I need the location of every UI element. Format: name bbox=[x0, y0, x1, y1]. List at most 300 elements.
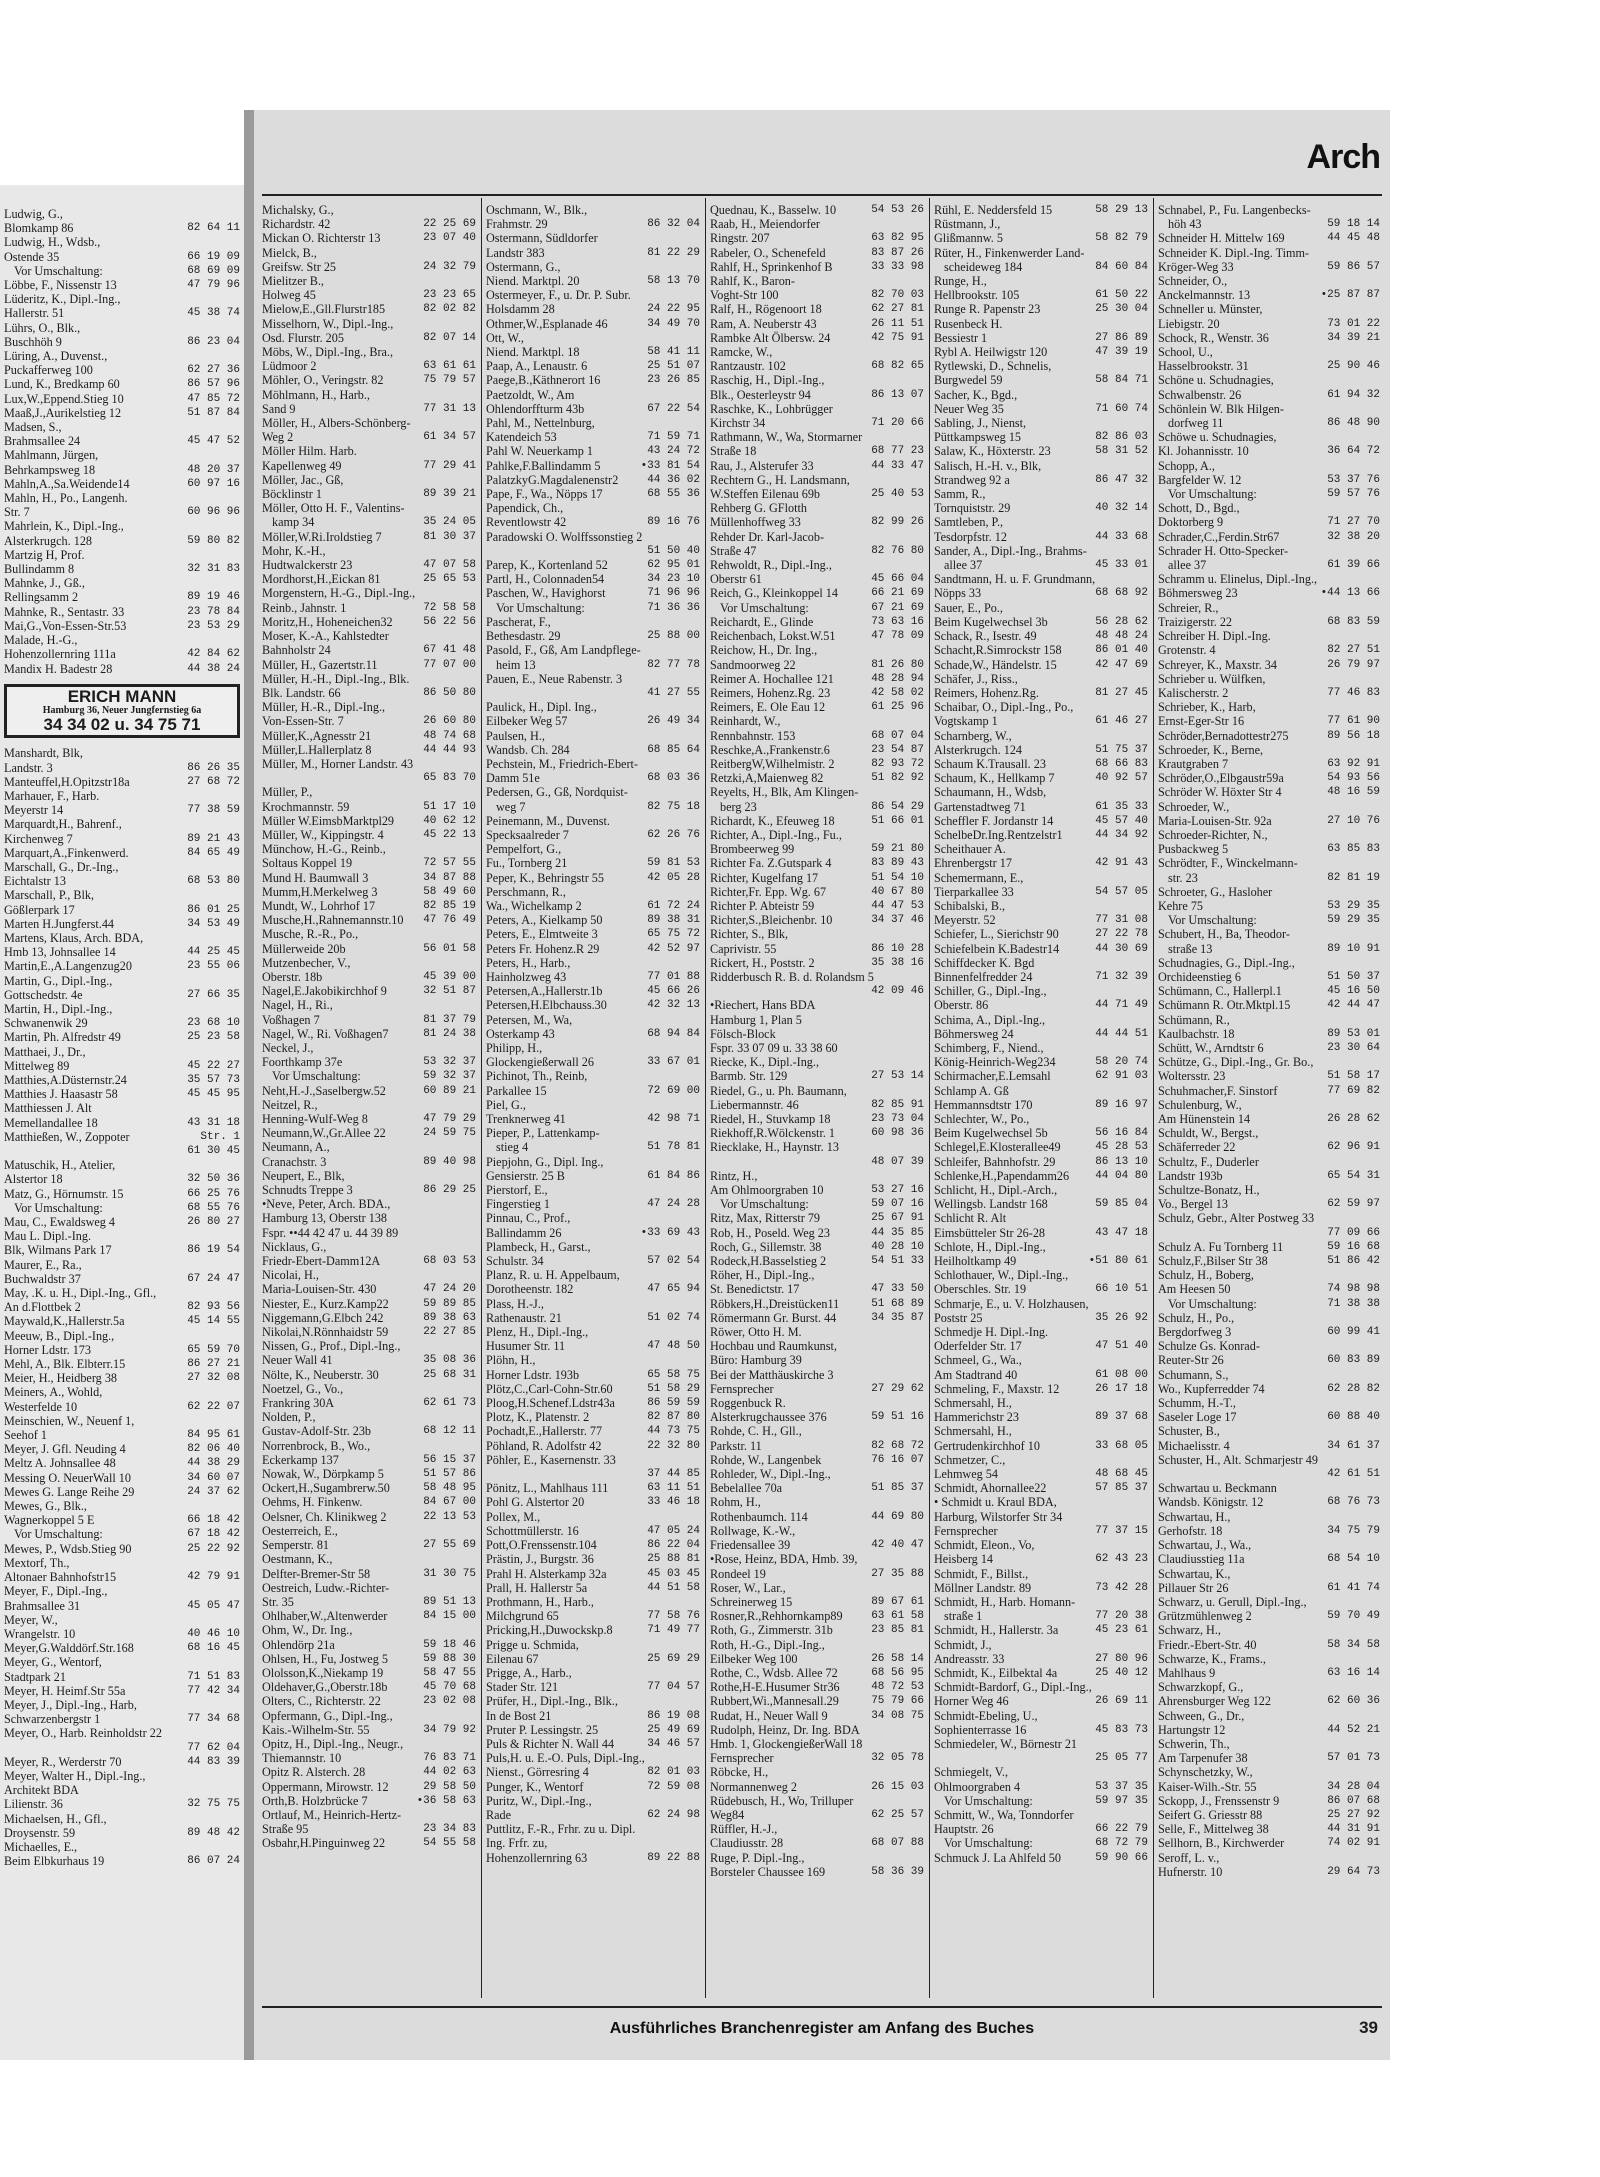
entry-text: Schmiegelt, V., bbox=[934, 1765, 1009, 1780]
directory-entry bbox=[934, 998, 1148, 1012]
entry-text: Buchwaldstr 37 bbox=[4, 1271, 81, 1286]
entry-phone: 82 68 72 bbox=[871, 1439, 924, 1452]
entry-phone: 26 60 80 bbox=[423, 715, 476, 728]
directory-entry bbox=[262, 1609, 476, 1623]
entry-text: Hmb. 1, GlockengießerWall 18 bbox=[710, 1736, 863, 1751]
entry-text: Schottmüllerstr. 16 bbox=[486, 1523, 579, 1538]
entry-phone: 66 19 09 bbox=[187, 250, 240, 263]
entry-phone: 82 76 80 bbox=[871, 544, 924, 557]
entry-text: Meyer, J. Gfl. Neuding 4 bbox=[4, 1442, 126, 1457]
directory-entry bbox=[262, 1638, 476, 1652]
entry-text: Friedr.-Ebert-Str. 40 bbox=[1158, 1637, 1257, 1652]
entry-text: Ott, W., bbox=[486, 330, 524, 345]
entry-text: Gustav-Adolf-Str. 23b bbox=[262, 1424, 372, 1439]
entry-text: Hmb 13, Johnsallee 14 bbox=[4, 945, 116, 960]
entry-text: Normannenweg 2 bbox=[710, 1779, 797, 1794]
directory-entry bbox=[262, 1652, 476, 1666]
entry-phone: 47 07 58 bbox=[423, 559, 476, 572]
entry-text: Heisberg 14 bbox=[934, 1552, 994, 1567]
directory-entry bbox=[710, 1609, 924, 1623]
entry-phone: 61 08 00 bbox=[1095, 1368, 1148, 1381]
directory-entry bbox=[262, 1680, 476, 1694]
directory-entry bbox=[262, 1439, 476, 1453]
entry-phone: 44 44 93 bbox=[423, 743, 476, 756]
directory-entry bbox=[4, 1343, 240, 1357]
directory-entry bbox=[262, 1666, 476, 1680]
entry-phone bbox=[472, 1552, 476, 1566]
entry-phone: 25 67 91 bbox=[871, 1212, 924, 1225]
directory-entry bbox=[934, 530, 1148, 544]
entry-phone bbox=[696, 1325, 700, 1339]
entry-phone bbox=[236, 1499, 240, 1513]
entry-phone: 44 83 39 bbox=[187, 1755, 240, 1768]
entry-phone bbox=[696, 1794, 700, 1808]
directory-entry bbox=[4, 988, 240, 1002]
entry-phone bbox=[696, 1694, 700, 1708]
entry-phone: 26 15 03 bbox=[871, 1780, 924, 1793]
directory-entry bbox=[486, 800, 700, 814]
entry-phone bbox=[472, 1211, 476, 1225]
entry-text: Brombeerweg 99 bbox=[710, 842, 795, 857]
entry-text: Schade,W., Händelstr. 15 bbox=[934, 657, 1057, 672]
directory-entry bbox=[486, 927, 700, 941]
entry-text: Schleifer, Bahnhofstr. 29 bbox=[934, 1154, 1056, 1169]
entry-text: Schreyer, K., Maxstr. 34 bbox=[1158, 657, 1277, 672]
entry-phone: 35 08 36 bbox=[423, 1354, 476, 1367]
entry-text: Sand 9 bbox=[262, 401, 296, 416]
entry-text: Rathmann, W., Wa, Stormarner bbox=[710, 430, 863, 445]
entry-phone: 24 37 62 bbox=[187, 1485, 240, 1498]
entry-phone: 43 31 18 bbox=[187, 1116, 240, 1129]
entry-phone: 66 18 42 bbox=[187, 1514, 240, 1527]
directory-entry bbox=[710, 828, 924, 842]
entry-text: Pillauer Str 26 bbox=[1158, 1580, 1229, 1595]
directory-entry bbox=[1158, 1808, 1380, 1822]
entry-text: Niend. Marktpl. 18 bbox=[486, 345, 580, 360]
entry-text: Grützmühlenweg 2 bbox=[1158, 1609, 1252, 1624]
entry-text: Plotz, K., Platenstr. 2 bbox=[486, 1410, 590, 1425]
entry-text: Dorotheenstr. 182 bbox=[486, 1282, 574, 1297]
entry-text: Pechstein, M., Friedrich-Ebert- bbox=[486, 756, 638, 771]
entry-text: Wandsb. Ch. 284 bbox=[486, 742, 570, 757]
directory-entry bbox=[1158, 217, 1380, 231]
directory-entry bbox=[710, 586, 924, 600]
entry-phone: 63 61 61 bbox=[423, 360, 476, 373]
directory-entry bbox=[1158, 203, 1380, 217]
directory-entry bbox=[262, 416, 476, 430]
entry-text: Rüter, H., Finkenwerder Land- bbox=[934, 245, 1085, 260]
entry-text: Stader Str. 121 bbox=[486, 1680, 559, 1695]
entry-phone: 58 29 13 bbox=[1095, 204, 1148, 216]
entry-phone bbox=[920, 1140, 924, 1154]
directory-entry bbox=[710, 1694, 924, 1708]
entry-text: Hallerstr. 51 bbox=[4, 306, 65, 321]
directory-entry bbox=[486, 871, 700, 885]
directory-entry bbox=[486, 1169, 700, 1183]
entry-phone bbox=[1144, 1325, 1148, 1339]
directory-entry bbox=[486, 757, 700, 771]
entry-phone: 76 83 71 bbox=[423, 1752, 476, 1765]
directory-entry bbox=[1158, 1112, 1380, 1126]
directory-entry bbox=[486, 1524, 700, 1538]
entry-text: Pichinot, Th., Reinb, bbox=[486, 1069, 588, 1084]
directory-entry bbox=[486, 544, 700, 558]
entry-text: •Neve, Peter, Arch. BDA., bbox=[262, 1197, 391, 1212]
entry-phone: 86 19 54 bbox=[187, 1244, 240, 1257]
entry-phone: 89 67 61 bbox=[871, 1595, 924, 1608]
entry-text: Richter P. Abteistr 59 bbox=[710, 898, 815, 913]
entry-text: Schubert, H., Ba, Theodor- bbox=[1158, 927, 1290, 942]
entry-text: Binnenfelfredder 24 bbox=[934, 969, 1033, 984]
directory-entry bbox=[486, 658, 700, 672]
entry-phone bbox=[920, 345, 924, 359]
entry-phone bbox=[1144, 1240, 1148, 1254]
entry-phone: 77 29 41 bbox=[423, 459, 476, 472]
entry-phone: 82 06 40 bbox=[187, 1443, 240, 1456]
entry-text: Altonaer Bahnhofstr15 bbox=[4, 1570, 117, 1585]
entry-text: Möhlmann, H., Harb., bbox=[262, 387, 370, 402]
entry-phone: 35 57 73 bbox=[187, 1073, 240, 1086]
entry-text: Meyer,G.Walddörf.Str.168 bbox=[4, 1641, 134, 1656]
directory-entry bbox=[262, 686, 476, 700]
directory-entry bbox=[1158, 1538, 1380, 1552]
entry-phone bbox=[236, 292, 240, 306]
entry-phone: 82 77 78 bbox=[647, 658, 700, 671]
entry-phone: 58 84 71 bbox=[1095, 374, 1148, 387]
entry-phone bbox=[1144, 1680, 1148, 1694]
entry-text: Schütze, G., Dipl.-Ing., Gr. Bo., bbox=[1158, 1055, 1314, 1070]
directory-entry bbox=[710, 501, 924, 515]
entry-text: Müller, P., bbox=[262, 785, 313, 800]
directory-entry bbox=[934, 1538, 1148, 1552]
entry-text: Richter, S., Blk, bbox=[710, 927, 789, 942]
entry-phone bbox=[696, 331, 700, 345]
directory-entry bbox=[934, 558, 1148, 572]
entry-phone bbox=[236, 1385, 240, 1399]
entry-phone: 42 84 62 bbox=[187, 648, 240, 661]
directory-entry bbox=[1158, 1467, 1380, 1481]
entry-phone: 22 13 53 bbox=[423, 1510, 476, 1523]
entry-phone bbox=[696, 1751, 700, 1765]
entry-phone bbox=[696, 1211, 700, 1225]
directory-entry bbox=[934, 1211, 1148, 1225]
entry-phone: 48 20 37 bbox=[187, 463, 240, 476]
entry-text: Mewes, G., Blk., bbox=[4, 1499, 87, 1514]
entry-phone: 48 07 39 bbox=[871, 1155, 924, 1168]
entry-phone: 42 79 91 bbox=[187, 1571, 240, 1584]
entry-text: Bei der Matthäuskirche 3 bbox=[710, 1367, 834, 1382]
entry-text: Rechtern G., H. Landsmann, bbox=[710, 472, 850, 487]
directory-entry bbox=[934, 345, 1148, 359]
entry-text: Schöne u. Schudnagies, bbox=[1158, 373, 1274, 388]
entry-text: Schroeder, W., bbox=[1158, 799, 1230, 814]
entry-text: Cranachstr. 3 bbox=[262, 1154, 327, 1169]
entry-phone bbox=[1144, 1737, 1148, 1751]
entry-text: Vor Umschaltung: bbox=[1168, 1296, 1257, 1311]
entry-text: Traizigerstr. 22 bbox=[1158, 614, 1233, 629]
entry-text: Schneider, O., bbox=[1158, 274, 1228, 289]
entry-text: Schwalbenstr. 26 bbox=[1158, 387, 1242, 402]
directory-entry bbox=[1158, 572, 1380, 586]
directory-entry bbox=[262, 871, 476, 885]
directory-entry bbox=[262, 1495, 476, 1509]
directory-entry bbox=[486, 998, 700, 1012]
entry-phone bbox=[920, 1552, 924, 1566]
entry-phone bbox=[236, 1101, 240, 1115]
entry-phone: 82 93 72 bbox=[871, 757, 924, 770]
entry-phone: 27 68 72 bbox=[187, 775, 240, 788]
entry-phone bbox=[1376, 885, 1380, 899]
directory-entry bbox=[4, 832, 240, 846]
directory-entry bbox=[486, 672, 700, 686]
entry-text: Punger, K., Wentorf bbox=[486, 1779, 584, 1794]
entry-text: Riecklake, H., Haynstr. 13 bbox=[710, 1140, 839, 1155]
entry-phone: 86 48 90 bbox=[1327, 417, 1380, 430]
directory-entry bbox=[1158, 373, 1380, 387]
entry-text: Alstertor 18 bbox=[4, 1172, 63, 1187]
directory-entry bbox=[4, 803, 240, 817]
column-divider bbox=[929, 198, 930, 1998]
directory-entry bbox=[486, 771, 700, 785]
entry-text: Schima, A., Dipl.-Ing., bbox=[934, 1012, 1046, 1027]
entry-phone: 81 27 45 bbox=[1095, 686, 1148, 699]
entry-text: Mahln,A.,Sa.Weidende14 bbox=[4, 476, 130, 491]
directory-entry bbox=[262, 629, 476, 643]
entry-text: Martens, Klaus, Arch. BDA, bbox=[4, 930, 144, 945]
entry-phone: 42 61 51 bbox=[1327, 1468, 1380, 1481]
entry-phone: 63 85 83 bbox=[1327, 843, 1380, 856]
directory-entry bbox=[1158, 757, 1380, 771]
entry-phone: 42 09 46 bbox=[871, 985, 924, 998]
entry-text: Reschke,A.,Frankenstr.6 bbox=[710, 742, 830, 757]
entry-phone: 65 54 31 bbox=[1327, 1169, 1380, 1182]
entry-phone: 59 51 16 bbox=[871, 1411, 924, 1424]
entry-text: Paege,B.,Käthnerort 16 bbox=[486, 373, 601, 388]
directory-entry bbox=[1158, 544, 1380, 558]
directory-entry bbox=[934, 317, 1148, 331]
entry-phone: 51 66 01 bbox=[871, 814, 924, 827]
entry-phone: 66 25 76 bbox=[187, 1187, 240, 1200]
entry-phone: 42 47 69 bbox=[1095, 658, 1148, 671]
entry-text: Parkstr. 11 bbox=[710, 1438, 762, 1453]
directory-entry bbox=[4, 1272, 240, 1286]
directory-entry bbox=[486, 1765, 700, 1779]
entry-text: Glißmannw. 5 bbox=[934, 231, 1003, 246]
entry-phone bbox=[920, 1765, 924, 1779]
entry-phone: 44 71 49 bbox=[1095, 999, 1148, 1012]
entry-text: Nölte, K., Neuberstr. 30 bbox=[262, 1367, 379, 1382]
entry-phone bbox=[920, 1851, 924, 1865]
directory-entry bbox=[4, 1329, 240, 1343]
directory-entry bbox=[934, 1836, 1148, 1850]
entry-phone: 82 93 56 bbox=[187, 1301, 240, 1314]
entry-phone: 25 65 53 bbox=[423, 573, 476, 586]
entry-text: Schock, R., Wenstr. 36 bbox=[1158, 330, 1269, 345]
entry-text: Bargfelder W. 12 bbox=[1158, 472, 1242, 487]
directory-entry bbox=[710, 1794, 924, 1808]
entry-phone: 25 49 69 bbox=[647, 1723, 700, 1736]
entry-text: Schöwe u. Schudnagies, bbox=[1158, 430, 1277, 445]
entry-text: Rudat, H., Neuer Wall 9 bbox=[710, 1708, 828, 1723]
entry-text: Selle, F., Mittelweg 38 bbox=[1158, 1822, 1269, 1837]
directory-entry bbox=[486, 1680, 700, 1694]
directory-entry bbox=[1158, 359, 1380, 373]
directory-entry bbox=[262, 1794, 476, 1808]
entry-phone: 53 32 37 bbox=[423, 1056, 476, 1069]
entry-phone: 48 72 53 bbox=[871, 1681, 924, 1694]
directory-entry bbox=[1158, 984, 1380, 998]
entry-text: Ohlendörp 21a bbox=[262, 1637, 335, 1652]
entry-text: Ritz, Max, Ritterstr 79 bbox=[710, 1211, 821, 1226]
entry-phone bbox=[696, 956, 700, 970]
entry-text: Schwarz, u. Gerull, Dipl.-Ing., bbox=[1158, 1594, 1307, 1609]
entry-phone bbox=[472, 700, 476, 714]
directory-entry bbox=[710, 1765, 924, 1779]
entry-text: Weg84 bbox=[710, 1807, 745, 1822]
entry-phone bbox=[920, 714, 924, 728]
directory-entry bbox=[1158, 444, 1380, 458]
entry-phone bbox=[1376, 1453, 1380, 1467]
entry-phone bbox=[1376, 1595, 1380, 1609]
directory-entry bbox=[262, 586, 476, 600]
entry-phone: 23 73 04 bbox=[871, 1113, 924, 1125]
directory-entry bbox=[1158, 686, 1380, 700]
entry-phone: 77 04 57 bbox=[647, 1681, 700, 1694]
entry-phone: 77 07 00 bbox=[423, 658, 476, 671]
directory-entry bbox=[1158, 1098, 1380, 1112]
entry-phone: 47 24 28 bbox=[647, 1198, 700, 1211]
entry-text: Roser, W., Lar., bbox=[710, 1580, 786, 1595]
entry-phone: 89 10 91 bbox=[1327, 942, 1380, 955]
entry-phone: 45 28 53 bbox=[1095, 1141, 1148, 1154]
entry-text: Michaelles, E., bbox=[4, 1839, 78, 1854]
entry-text: Oberstr 61 bbox=[710, 572, 762, 587]
directory-entry bbox=[710, 1240, 924, 1254]
entry-phone: 61 72 24 bbox=[647, 899, 700, 912]
entry-phone bbox=[1144, 899, 1148, 913]
directory-entry bbox=[486, 714, 700, 728]
entry-phone: 29 58 50 bbox=[423, 1780, 476, 1793]
entry-phone bbox=[1376, 1339, 1380, 1353]
directory-entry bbox=[1158, 998, 1380, 1012]
entry-phone: 71 27 70 bbox=[1327, 516, 1380, 529]
directory-entry bbox=[710, 288, 924, 302]
directory-entry bbox=[1158, 1282, 1380, 1296]
directory-entry bbox=[486, 416, 700, 430]
entry-phone: 82 85 91 bbox=[871, 1098, 924, 1111]
entry-phone: 77 42 34 bbox=[187, 1684, 240, 1697]
entry-phone: 40 28 10 bbox=[871, 1240, 924, 1253]
directory-entry bbox=[4, 931, 240, 945]
entry-phone bbox=[696, 1453, 700, 1467]
directory-entry bbox=[486, 856, 700, 870]
entry-phone bbox=[236, 576, 240, 590]
directory-entry bbox=[934, 1666, 1148, 1680]
directory-entry bbox=[262, 1183, 476, 1197]
entry-phone bbox=[696, 1041, 700, 1055]
entry-phone bbox=[696, 203, 700, 217]
entry-phone: 45 05 47 bbox=[187, 1599, 240, 1612]
entry-text: Richter, A., Dipl.-Ing., Fu., bbox=[710, 827, 842, 842]
entry-phone: 45 03 45 bbox=[647, 1567, 700, 1580]
entry-text: An d.Flottbek 2 bbox=[4, 1300, 81, 1315]
entry-phone bbox=[696, 700, 700, 714]
directory-entry bbox=[1158, 1524, 1380, 1538]
directory-entry bbox=[1158, 487, 1380, 501]
entry-text: Hainholzweg 43 bbox=[486, 969, 567, 984]
entry-phone bbox=[696, 1595, 700, 1609]
directory-entry bbox=[1158, 658, 1380, 672]
directory-entry bbox=[4, 519, 240, 533]
directory-entry bbox=[486, 501, 700, 515]
entry-phone bbox=[472, 1382, 476, 1396]
entry-phone: 89 39 21 bbox=[423, 488, 476, 501]
footer-note: Ausführliches Branchenregister am Anfang des Buches bbox=[609, 2020, 1035, 2037]
directory-entry bbox=[486, 1638, 700, 1652]
entry-phone: 58 34 58 bbox=[1327, 1638, 1380, 1651]
entry-text: Hochbau und Raumkunst, bbox=[710, 1339, 837, 1354]
entry-phone bbox=[1376, 1737, 1380, 1751]
entry-text: Hauptstr. 26 bbox=[934, 1822, 994, 1837]
entry-phone: 58 13 70 bbox=[647, 275, 700, 288]
entry-text: Rollwage, K.-W., bbox=[710, 1523, 796, 1538]
entry-phone: 44 38 29 bbox=[187, 1457, 240, 1470]
directory-entry bbox=[4, 662, 240, 676]
entry-text: Nikolai,N.Rönnhaidstr 59 bbox=[262, 1325, 389, 1340]
directory-entry bbox=[710, 1027, 924, 1041]
entry-text: Pahl, M., Nettelnburg, bbox=[486, 416, 595, 431]
entry-phone: 66 10 51 bbox=[1095, 1283, 1148, 1296]
left-page-column bbox=[4, 207, 240, 1868]
entry-text: Schroeder, K., Berne, bbox=[1158, 742, 1264, 757]
directory-entry bbox=[934, 1595, 1148, 1609]
directory-entry bbox=[710, 871, 924, 885]
directory-entry bbox=[4, 278, 240, 292]
entry-text: Niester, E., Kurz.Kamp22 bbox=[262, 1296, 389, 1311]
entry-phone: 86 27 21 bbox=[187, 1358, 240, 1371]
entry-text: Schuster, B., bbox=[1158, 1424, 1220, 1439]
directory-entry bbox=[486, 1268, 700, 1282]
directory-entry bbox=[1158, 1311, 1380, 1325]
entry-text: School, U., bbox=[1158, 345, 1213, 360]
entry-text: Opitz R. Alsterch. 28 bbox=[262, 1765, 366, 1780]
entry-text: Puckafferweg 100 bbox=[4, 363, 93, 378]
entry-text: Matuschik, H., Atelier, bbox=[4, 1158, 116, 1173]
entry-text: Reichardt, E., Glinde bbox=[710, 614, 814, 629]
directory-entry bbox=[710, 402, 924, 416]
entry-phone: 86 01 40 bbox=[1095, 644, 1148, 657]
entry-phone: 89 16 97 bbox=[1095, 1098, 1148, 1111]
directory-entry bbox=[486, 615, 700, 629]
entry-text: Matthies J. Haasastr 58 bbox=[4, 1087, 118, 1102]
entry-phone: 72 58 58 bbox=[423, 601, 476, 614]
directory-entry bbox=[262, 1041, 476, 1055]
entry-phone bbox=[920, 1055, 924, 1069]
entry-phone: 45 66 26 bbox=[647, 985, 700, 998]
entry-phone bbox=[236, 1158, 240, 1172]
directory-entry bbox=[1158, 1481, 1380, 1495]
directory-entry bbox=[934, 288, 1148, 302]
entry-text: Gartenstadtweg 71 bbox=[934, 799, 1026, 814]
directory-column-3 bbox=[710, 203, 924, 1998]
entry-text: Martin, G., Dipl.-Ing., bbox=[4, 973, 113, 988]
directory-entry bbox=[486, 572, 700, 586]
entry-phone bbox=[1144, 1567, 1148, 1581]
directory-entry bbox=[1158, 601, 1380, 615]
entry-text: Opfermann, G., Dipl.-Ing., bbox=[262, 1708, 393, 1723]
directory-entry bbox=[486, 1737, 700, 1751]
directory-entry bbox=[710, 459, 924, 473]
